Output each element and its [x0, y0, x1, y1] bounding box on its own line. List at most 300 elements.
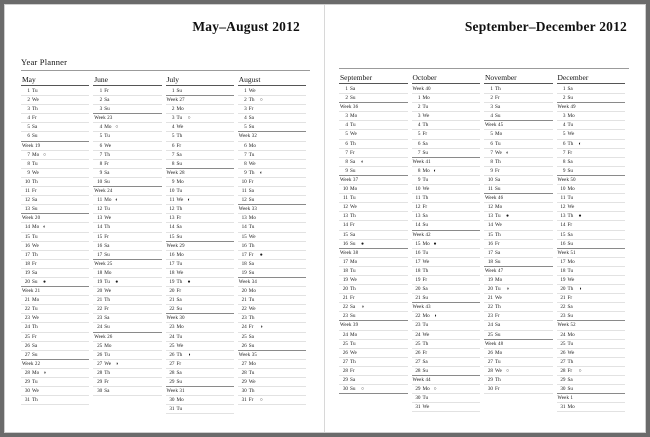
day-row[interactable]: [238, 378, 306, 387]
day-row[interactable]: [93, 314, 161, 323]
day-row[interactable]: [238, 142, 306, 151]
day-row[interactable]: [557, 267, 626, 276]
day-row[interactable]: [93, 87, 161, 96]
day-row[interactable]: [166, 287, 234, 296]
day-row[interactable]: [166, 296, 234, 305]
day-row[interactable]: [339, 149, 408, 158]
day-number: 2: [244, 97, 247, 104]
day-row[interactable]: [166, 251, 234, 260]
day-row[interactable]: [557, 194, 626, 203]
day-row[interactable]: [238, 87, 306, 96]
day-row[interactable]: [557, 340, 626, 349]
day-row[interactable]: [21, 105, 89, 114]
day-row[interactable]: [339, 194, 408, 203]
day-row[interactable]: [166, 342, 234, 351]
day-row[interactable]: [412, 267, 481, 276]
day-row[interactable]: [21, 132, 89, 141]
day-row[interactable]: [238, 387, 306, 396]
day-row[interactable]: [238, 187, 306, 196]
week-number-row[interactable]: [93, 260, 161, 269]
day-row[interactable]: [166, 114, 234, 123]
day-row[interactable]: [557, 140, 626, 149]
day-row[interactable]: [166, 214, 234, 223]
day-row[interactable]: [166, 196, 234, 205]
day-row[interactable]: [166, 123, 234, 132]
day-row[interactable]: [93, 378, 161, 387]
day-row[interactable]: [412, 221, 481, 230]
day-row[interactable]: [339, 112, 408, 121]
day-row[interactable]: [339, 258, 408, 267]
day-row[interactable]: [557, 130, 626, 139]
day-row[interactable]: [557, 221, 626, 230]
day-row[interactable]: [484, 149, 553, 158]
day-row[interactable]: [93, 351, 161, 360]
day-row[interactable]: [557, 112, 626, 121]
day-row[interactable]: [238, 323, 306, 332]
day-row[interactable]: [484, 221, 553, 230]
day-row[interactable]: [93, 269, 161, 278]
week-number-row[interactable]: [412, 85, 481, 94]
day-row[interactable]: [93, 278, 161, 287]
day-row[interactable]: [484, 140, 553, 149]
day-row[interactable]: [339, 376, 408, 385]
day-row[interactable]: [484, 176, 553, 185]
week-number-row[interactable]: [339, 176, 408, 185]
day-weekday: Mo: [176, 251, 184, 258]
day-row[interactable]: [21, 269, 89, 278]
day-row[interactable]: [557, 331, 626, 340]
day-row[interactable]: [557, 285, 626, 294]
day-row[interactable]: [21, 123, 89, 132]
day-row[interactable]: [21, 114, 89, 123]
day-row[interactable]: [93, 105, 161, 114]
day-row[interactable]: [484, 103, 553, 112]
day-row[interactable]: [557, 294, 626, 303]
day-row[interactable]: [21, 387, 89, 396]
day-row[interactable]: [412, 203, 481, 212]
day-row[interactable]: [93, 132, 161, 141]
day-row[interactable]: [412, 349, 481, 358]
week-number-row[interactable]: [166, 387, 234, 396]
day-row[interactable]: [412, 130, 481, 139]
week-number-row[interactable]: [484, 340, 553, 349]
right-page-spacer: [339, 35, 629, 68]
day-row[interactable]: [238, 96, 306, 105]
day-row[interactable]: [93, 160, 161, 169]
day-row[interactable]: [238, 105, 306, 114]
day-row[interactable]: [484, 185, 553, 194]
day-row[interactable]: [166, 151, 234, 160]
day-row[interactable]: [166, 269, 234, 278]
day-row[interactable]: [238, 396, 306, 405]
day-row[interactable]: [557, 149, 626, 158]
day-row[interactable]: [484, 303, 553, 312]
day-row[interactable]: [166, 87, 234, 96]
day-row[interactable]: [21, 160, 89, 169]
day-row[interactable]: [166, 278, 234, 287]
day-row[interactable]: [238, 178, 306, 187]
day-row[interactable]: [21, 342, 89, 351]
week-number-row[interactable]: [21, 287, 89, 296]
day-row[interactable]: [412, 340, 481, 349]
week-number-row[interactable]: [21, 360, 89, 369]
day-row[interactable]: [166, 260, 234, 269]
day-row[interactable]: [412, 121, 481, 130]
day-row[interactable]: [21, 187, 89, 196]
day-row[interactable]: [21, 351, 89, 360]
day-row[interactable]: [412, 194, 481, 203]
day-row[interactable]: [484, 349, 553, 358]
day-row[interactable]: [166, 105, 234, 114]
week-number-row[interactable]: [339, 249, 408, 258]
day-row[interactable]: [339, 285, 408, 294]
day-row[interactable]: [21, 305, 89, 314]
day-row[interactable]: [93, 223, 161, 232]
day-row[interactable]: [93, 233, 161, 242]
day-row[interactable]: [484, 203, 553, 212]
day-row[interactable]: [339, 121, 408, 130]
week-number-row[interactable]: [557, 394, 626, 403]
day-list: [412, 85, 481, 412]
day-number: 14: [97, 224, 103, 231]
day-row[interactable]: [238, 169, 306, 178]
day-row[interactable]: [166, 360, 234, 369]
day-row[interactable]: [238, 160, 306, 169]
day-row[interactable]: [21, 260, 89, 269]
day-weekday: Tu: [104, 133, 110, 140]
day-row[interactable]: [166, 369, 234, 378]
week-number-row[interactable]: [557, 176, 626, 185]
day-number: 30: [487, 386, 493, 393]
day-row[interactable]: [21, 233, 89, 242]
day-row[interactable]: [238, 260, 306, 269]
day-row[interactable]: [238, 369, 306, 378]
day-row[interactable]: [412, 331, 481, 340]
day-row[interactable]: [166, 405, 234, 414]
day-row[interactable]: [339, 340, 408, 349]
day-row[interactable]: [557, 385, 626, 394]
day-row[interactable]: [557, 203, 626, 212]
day-row[interactable]: [339, 385, 408, 394]
day-row[interactable]: [557, 376, 626, 385]
day-row[interactable]: [93, 214, 161, 223]
day-row[interactable]: [166, 178, 234, 187]
day-row[interactable]: [484, 258, 553, 267]
day-row[interactable]: [412, 285, 481, 294]
day-row[interactable]: [93, 142, 161, 151]
day-row[interactable]: [21, 369, 89, 378]
day-row[interactable]: [93, 342, 161, 351]
day-row[interactable]: [93, 323, 161, 332]
day-row[interactable]: [238, 151, 306, 160]
day-row[interactable]: [21, 333, 89, 342]
day-row[interactable]: [238, 287, 306, 296]
day-row[interactable]: [21, 378, 89, 387]
day-row[interactable]: [484, 240, 553, 249]
day-number: 29: [24, 379, 30, 385]
day-row[interactable]: [412, 312, 481, 321]
day-row[interactable]: [412, 149, 481, 158]
day-row[interactable]: [339, 203, 408, 212]
day-number: 28: [241, 369, 247, 376]
moon-phase-icon: ○: [187, 116, 191, 122]
day-weekday: Sa: [422, 286, 428, 293]
day-row[interactable]: [339, 221, 408, 230]
day-row[interactable]: [484, 85, 553, 94]
day-row[interactable]: [412, 367, 481, 376]
day-row[interactable]: [93, 205, 161, 214]
day-row[interactable]: [557, 312, 626, 321]
day-row[interactable]: [93, 305, 161, 314]
day-row[interactable]: [238, 251, 306, 260]
day-row[interactable]: [238, 196, 306, 205]
day-row[interactable]: [238, 342, 306, 351]
day-row[interactable]: [557, 240, 626, 249]
day-row[interactable]: [93, 387, 161, 396]
week-number-row[interactable]: [93, 333, 161, 342]
day-row[interactable]: [238, 114, 306, 123]
day-row[interactable]: [339, 349, 408, 358]
week-number-row[interactable]: [166, 242, 234, 251]
day-row[interactable]: [412, 212, 481, 221]
day-row[interactable]: [21, 96, 89, 105]
day-row[interactable]: [412, 258, 481, 267]
day-row[interactable]: [238, 269, 306, 278]
day-row[interactable]: [21, 223, 89, 232]
day-row[interactable]: [557, 185, 626, 194]
day-row[interactable]: [339, 358, 408, 367]
day-row[interactable]: [484, 376, 553, 385]
day-row[interactable]: [21, 205, 89, 214]
day-row[interactable]: [21, 87, 89, 96]
day-row[interactable]: [557, 303, 626, 312]
day-row[interactable]: [484, 167, 553, 176]
day-row[interactable]: [238, 123, 306, 132]
day-row[interactable]: [339, 231, 408, 240]
week-number-row[interactable]: [412, 303, 481, 312]
day-row[interactable]: [557, 85, 626, 94]
day-row[interactable]: [484, 312, 553, 321]
day-row[interactable]: [339, 158, 408, 167]
day-row[interactable]: [557, 158, 626, 167]
week-number-row[interactable]: [412, 376, 481, 385]
day-row[interactable]: [339, 303, 408, 312]
week-number-row[interactable]: [238, 205, 306, 214]
day-row[interactable]: [166, 142, 234, 151]
day-row[interactable]: [21, 251, 89, 260]
day-row[interactable]: [93, 151, 161, 160]
day-row[interactable]: [166, 323, 234, 332]
day-row[interactable]: [557, 367, 626, 376]
day-row[interactable]: [93, 360, 161, 369]
day-row[interactable]: [166, 305, 234, 314]
day-row[interactable]: [238, 314, 306, 323]
day-row[interactable]: [339, 140, 408, 149]
day-row[interactable]: [484, 321, 553, 330]
day-row[interactable]: [93, 296, 161, 305]
week-number-row[interactable]: [484, 121, 553, 130]
day-row[interactable]: [412, 358, 481, 367]
week-number-row[interactable]: [21, 142, 89, 151]
day-row[interactable]: [339, 212, 408, 221]
day-row[interactable]: [412, 394, 481, 403]
day-row[interactable]: [557, 167, 626, 176]
day-row[interactable]: [412, 294, 481, 303]
day-row[interactable]: [339, 312, 408, 321]
day-row[interactable]: [484, 385, 553, 394]
day-row[interactable]: [339, 331, 408, 340]
day-row[interactable]: [557, 358, 626, 367]
week-number-row[interactable]: [166, 96, 234, 105]
day-row[interactable]: [484, 130, 553, 139]
week-number-row[interactable]: [339, 103, 408, 112]
day-row[interactable]: [484, 231, 553, 240]
week-number-row[interactable]: [412, 158, 481, 167]
day-row[interactable]: [484, 94, 553, 103]
left-page-title: May–August 2012: [192, 19, 300, 34]
day-row[interactable]: [339, 294, 408, 303]
day-row[interactable]: [339, 367, 408, 376]
day-row[interactable]: [339, 167, 408, 176]
day-number: 24: [241, 324, 247, 331]
day-row[interactable]: [166, 233, 234, 242]
day-row[interactable]: [21, 169, 89, 178]
day-row[interactable]: [557, 403, 626, 412]
day-row[interactable]: [412, 112, 481, 121]
day-number: 19: [241, 269, 247, 276]
week-number-row[interactable]: [238, 351, 306, 360]
day-row[interactable]: [412, 140, 481, 149]
day-row[interactable]: [21, 314, 89, 323]
day-row[interactable]: [557, 94, 626, 103]
day-row[interactable]: [166, 187, 234, 196]
day-row[interactable]: [93, 169, 161, 178]
day-row[interactable]: [412, 176, 481, 185]
day-row[interactable]: [166, 351, 234, 360]
day-row[interactable]: [484, 331, 553, 340]
day-row[interactable]: [557, 231, 626, 240]
day-row[interactable]: [166, 223, 234, 232]
day-row[interactable]: [21, 196, 89, 205]
day-row[interactable]: [339, 130, 408, 139]
day-row[interactable]: [412, 403, 481, 412]
day-row[interactable]: [166, 160, 234, 169]
day-row[interactable]: [339, 94, 408, 103]
week-number-row[interactable]: [238, 278, 306, 287]
week-number-row[interactable]: [93, 114, 161, 123]
day-row[interactable]: [21, 278, 89, 287]
day-weekday: Fr: [176, 142, 182, 149]
day-row[interactable]: [238, 360, 306, 369]
day-row[interactable]: [238, 233, 306, 242]
day-row[interactable]: [412, 321, 481, 330]
day-row[interactable]: [93, 96, 161, 105]
day-row[interactable]: [238, 223, 306, 232]
week-number-row[interactable]: [166, 314, 234, 323]
day-row[interactable]: [21, 178, 89, 187]
day-row[interactable]: [93, 287, 161, 296]
day-row[interactable]: [412, 240, 481, 249]
day-row[interactable]: [484, 294, 553, 303]
day-row[interactable]: [557, 212, 626, 221]
day-weekday: Sa: [32, 197, 38, 204]
day-row[interactable]: [93, 369, 161, 378]
day-row[interactable]: [166, 396, 234, 405]
day-row[interactable]: [557, 121, 626, 130]
day-row[interactable]: [557, 276, 626, 285]
day-row[interactable]: [412, 185, 481, 194]
day-row[interactable]: [484, 212, 553, 221]
day-row[interactable]: [339, 85, 408, 94]
day-row[interactable]: [339, 240, 408, 249]
day-row[interactable]: [484, 112, 553, 121]
week-number-row[interactable]: [93, 187, 161, 196]
day-row[interactable]: [166, 378, 234, 387]
day-row[interactable]: [93, 123, 161, 132]
day-row[interactable]: [21, 396, 89, 405]
day-row[interactable]: [484, 158, 553, 167]
day-row[interactable]: [412, 167, 481, 176]
day-row[interactable]: [484, 285, 553, 294]
day-number: 25: [24, 333, 30, 340]
day-row[interactable]: [484, 358, 553, 367]
day-row[interactable]: [484, 367, 553, 376]
day-row[interactable]: [412, 385, 481, 394]
day-row[interactable]: [484, 276, 553, 285]
day-row[interactable]: [339, 276, 408, 285]
day-row[interactable]: [238, 214, 306, 223]
day-row[interactable]: [339, 185, 408, 194]
day-row[interactable]: [238, 305, 306, 314]
day-number: 23: [415, 322, 421, 329]
day-row[interactable]: [21, 323, 89, 332]
week-number-row[interactable]: [557, 103, 626, 112]
week-number-row[interactable]: [557, 249, 626, 258]
day-row[interactable]: [93, 242, 161, 251]
day-row[interactable]: [21, 151, 89, 160]
week-number-row[interactable]: [166, 169, 234, 178]
day-row[interactable]: [238, 333, 306, 342]
moon-phase-icon: ◐: [43, 225, 47, 231]
day-row[interactable]: [93, 196, 161, 205]
day-row[interactable]: [557, 258, 626, 267]
day-row[interactable]: [339, 267, 408, 276]
day-row[interactable]: [21, 242, 89, 251]
day-row[interactable]: [166, 205, 234, 214]
day-row[interactable]: [412, 249, 481, 258]
day-row[interactable]: [412, 103, 481, 112]
day-row[interactable]: [557, 349, 626, 358]
day-row[interactable]: [238, 296, 306, 305]
day-row[interactable]: [238, 242, 306, 251]
day-row[interactable]: [21, 296, 89, 305]
day-row[interactable]: [166, 333, 234, 342]
day-row[interactable]: [412, 276, 481, 285]
week-number-row[interactable]: [557, 321, 626, 330]
day-number: 7: [345, 149, 348, 156]
day-row[interactable]: [166, 132, 234, 141]
day-row[interactable]: [93, 178, 161, 187]
day-row[interactable]: [484, 249, 553, 258]
week-number-row[interactable]: [339, 321, 408, 330]
week-number-row[interactable]: [412, 231, 481, 240]
week-number-row[interactable]: [484, 194, 553, 203]
week-number-row[interactable]: [238, 132, 306, 141]
week-number-row[interactable]: [21, 214, 89, 223]
week-number-row[interactable]: [484, 267, 553, 276]
day-row[interactable]: [412, 94, 481, 103]
day-row[interactable]: [93, 251, 161, 260]
